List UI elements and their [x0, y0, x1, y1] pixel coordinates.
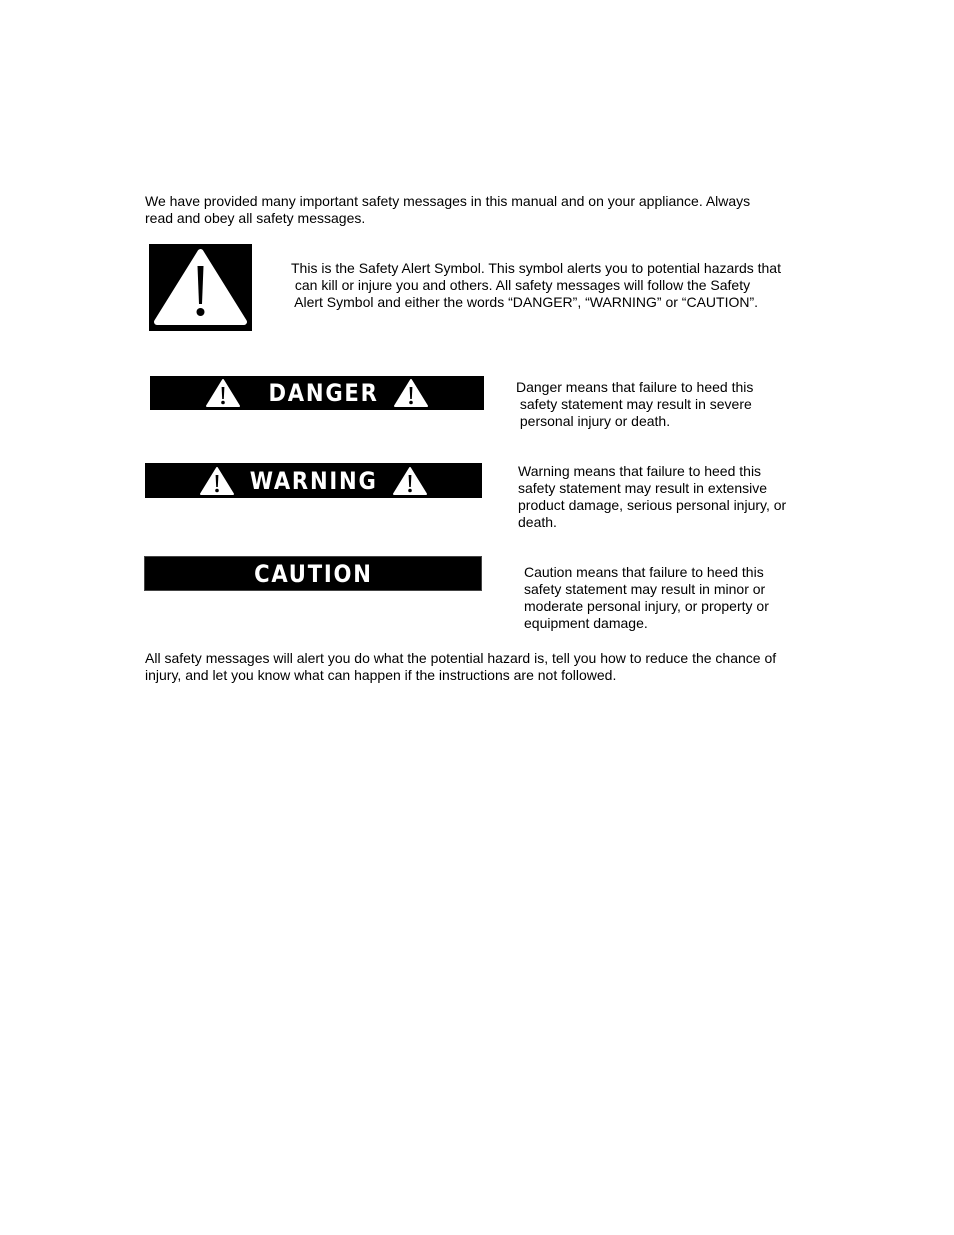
- caution-label: CAUTION: [253, 559, 373, 588]
- safety-alert-symbol-icon: [149, 244, 252, 331]
- caution-banner: [144, 556, 482, 591]
- warning-label: WARNING: [249, 466, 378, 495]
- warning-description: Warning means that failure to heed this safety statement may result in extensive product damage, serious personal injury, or death.: [518, 463, 787, 530]
- warning-triangle-icon: [199, 466, 235, 496]
- danger-label: DANGER: [268, 379, 380, 407]
- danger-banner: [150, 376, 484, 410]
- warning-triangle-icon: [393, 378, 429, 408]
- safety-alert-description: This is the Safety Alert Symbol. This symbol alerts you to potential hazards that can kill or injure you and others. All safety messages will follow the Safety Alert Symbol and either the words “DANGER”, “WARNING” or “CAUTION”.: [291, 260, 781, 310]
- closing-paragraph: All safety messages will alert you do what the potential hazard is, tell you how to reduce the chance of injury, and let you know what can happen if the instructions are not followed.: [145, 650, 777, 683]
- warning-triangle-icon: [392, 466, 428, 496]
- danger-description: Danger means that failure to heed this safety statement may result in severe personal injury or death.: [516, 379, 754, 429]
- warning-triangle-icon: [205, 378, 241, 408]
- warning-banner: [145, 463, 482, 498]
- caution-description: Caution means that failure to heed this safety statement may result in minor or moderate personal injury, or property or equipment damage.: [524, 564, 769, 631]
- intro-paragraph: We have provided many important safety messages in this manual and on your appliance. Always read and obey all safety messages.: [145, 193, 751, 226]
